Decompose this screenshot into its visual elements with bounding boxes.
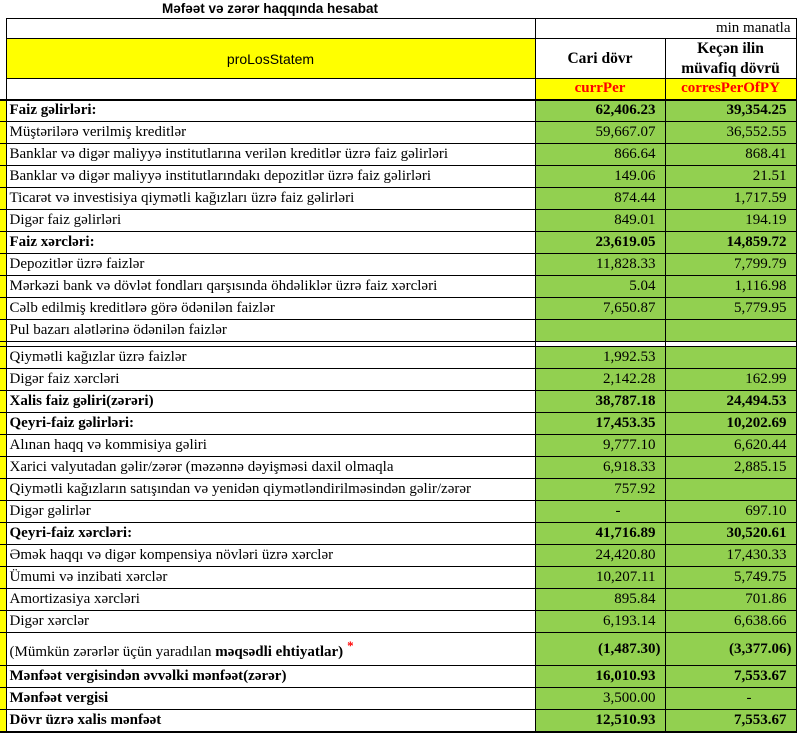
row-label: Qiymətli kağızlar üzrə faizlər — [6, 347, 535, 369]
current-period-value: 757.92 — [535, 479, 665, 501]
current-period-value: 6,193.14 — [535, 611, 665, 633]
row-label: Əmək haqqı və digər kompensiya növləri üzrə xərclər — [6, 545, 535, 567]
previous-period-value: 14,859.72 — [665, 232, 796, 254]
current-period-value: 149.06 — [535, 166, 665, 188]
table-row — [0, 501, 796, 523]
row-label: Xalis faiz gəliri(zərəri) — [6, 391, 535, 413]
current-period-value: 11,828.33 — [535, 254, 665, 276]
column-header-current-period: Cari dövr — [535, 39, 665, 79]
previous-period-value: 7,799.79 — [665, 254, 796, 276]
code-row-empty-cell — [6, 79, 535, 100]
current-period-value: 12,510.93 — [535, 710, 665, 732]
current-period-value: 2,142.28 — [535, 369, 665, 391]
current-period-value: - — [535, 501, 665, 523]
current-period-value: 10,207.11 — [535, 567, 665, 589]
previous-period-value — [665, 320, 796, 342]
previous-period-value: 7,553.67 — [665, 666, 796, 688]
current-period-value: (1,487.30) — [535, 633, 665, 666]
stub-header: proLosStatem — [6, 39, 535, 79]
code-previous-period: corresPerOfPY — [665, 79, 796, 100]
table-row — [0, 391, 796, 413]
current-period-value: 1,992.53 — [535, 347, 665, 369]
table-row — [0, 545, 796, 567]
current-period-value: 849.01 — [535, 210, 665, 232]
current-period-value: 9,777.10 — [535, 435, 665, 457]
footnote-asterisk: * — [347, 637, 354, 653]
row-label: Digər faiz xərcləri — [6, 369, 535, 391]
row-label: Banklar və digər maliyyə institutlarına verilən kreditlər üzrə faiz gəlirləri — [6, 144, 535, 166]
previous-period-value: 194.19 — [665, 210, 796, 232]
current-period-value: 7,650.87 — [535, 298, 665, 320]
table-row — [0, 188, 796, 210]
current-period-value: 6,918.33 — [535, 457, 665, 479]
table-row — [0, 413, 796, 435]
code-current-period: currPer — [535, 79, 665, 100]
report-title: Məfəət və zərər haqqında hesabat — [161, 1, 379, 16]
row-label: Banklar və digər maliyyə institutlarındakı depozitlər üzrə faiz gəlirləri — [6, 166, 535, 188]
table-row — [0, 276, 796, 298]
unit-row-empty-cell — [6, 19, 535, 39]
table-row — [0, 457, 796, 479]
current-period-value: 41,716.89 — [535, 523, 665, 545]
table-row — [0, 144, 796, 166]
row-label: Digər faiz gəlirləri — [6, 210, 535, 232]
row-label: Qeyri-faiz gəlirləri: — [6, 413, 535, 435]
previous-period-value: 30,520.61 — [665, 523, 796, 545]
table-row — [0, 254, 796, 276]
profit-loss-table — [0, 18, 797, 733]
table-row — [0, 611, 796, 633]
previous-period-value: 5,779.95 — [665, 298, 796, 320]
row-label: Mənfəət vergisindən əvvəlki mənfəət(zərər) — [6, 666, 535, 688]
previous-period-value: 21.51 — [665, 166, 796, 188]
row-label: Qeyri-faiz xərcləri: — [6, 523, 535, 545]
table-row — [0, 210, 796, 232]
previous-period-value: 36,552.55 — [665, 122, 796, 144]
previous-period-value: 5,749.75 — [665, 567, 796, 589]
row-label: Digər gəlirlər — [6, 501, 535, 523]
previous-period-value: 697.10 — [665, 501, 796, 523]
table-row — [0, 100, 796, 122]
current-period-value: 866.64 — [535, 144, 665, 166]
current-period-value: 38,787.18 — [535, 391, 665, 413]
table-row — [0, 435, 796, 457]
previous-period-value — [665, 347, 796, 369]
unit-row — [0, 19, 796, 39]
table-row — [0, 589, 796, 611]
table-row — [0, 347, 796, 369]
table-row — [0, 633, 796, 666]
row-label: Müştərilərə verilmiş kreditlər — [6, 122, 535, 144]
row-label: Faiz xərcləri: — [6, 232, 535, 254]
row-label: Faiz gəlirləri: — [6, 100, 535, 122]
current-period-value: 59,667.07 — [535, 122, 665, 144]
table-row — [0, 298, 796, 320]
previous-period-value: 17,430.33 — [665, 545, 796, 567]
table-row — [0, 369, 796, 391]
previous-period-value — [665, 479, 796, 501]
current-period-value: 62,406.23 — [535, 100, 665, 122]
row-label: Pul bazarı alətlərinə ödənilən faizlər — [6, 320, 535, 342]
table-row — [0, 166, 796, 188]
row-label: Mərkəzi bank və dövlət fondları qarşısında öhdəliklər üzrə faiz xərcləri — [6, 276, 535, 298]
previous-period-value: 6,620.44 — [665, 435, 796, 457]
previous-period-value: 10,202.69 — [665, 413, 796, 435]
table-row — [0, 523, 796, 545]
row-label: Ümumi və inzibati xərclər — [6, 567, 535, 589]
table-row — [0, 232, 796, 254]
row-label: Qiymətli kağızların satışından və yenidən qiymətləndirilməsindən gəlir/zərər — [6, 479, 535, 501]
rows-body — [0, 100, 796, 732]
previous-period-value: 162.99 — [665, 369, 796, 391]
table-row — [0, 320, 796, 342]
current-period-value — [535, 320, 665, 342]
code-row — [0, 79, 796, 100]
row-label: Mənfəət vergisi — [6, 688, 535, 710]
current-period-value: 874.44 — [535, 188, 665, 210]
table-row — [0, 122, 796, 144]
row-label: Cəlb edilmiş kreditlərə görə ödənilən faizlər — [6, 298, 535, 320]
row-label-bold-text: məqsədli ehtiyatlar) — [215, 643, 344, 660]
current-period-value: 17,453.35 — [535, 413, 665, 435]
table-row — [0, 710, 796, 732]
previous-period-value: 868.41 — [665, 144, 796, 166]
unit-note: min manatla — [535, 19, 796, 39]
row-label: Alınan haqq və kommisiya gəliri — [6, 435, 535, 457]
current-period-value: 16,010.93 — [535, 666, 665, 688]
header-row — [0, 39, 796, 79]
row-label: Dövr üzrə xalis mənfəət — [6, 710, 535, 732]
row-label — [6, 633, 535, 666]
table-row — [0, 688, 796, 710]
row-label: Amortizasiya xərcləri — [6, 589, 535, 611]
previous-period-value: (3,377.06) — [665, 633, 796, 666]
previous-period-value: 1,116.98 — [665, 276, 796, 298]
row-label: Digər xərclər — [6, 611, 535, 633]
table-row — [0, 567, 796, 589]
previous-period-value: - — [665, 688, 796, 710]
current-period-value: 5.04 — [535, 276, 665, 298]
previous-period-value: 7,553.67 — [665, 710, 796, 732]
previous-period-value: 1,717.59 — [665, 188, 796, 210]
previous-period-value: 39,354.25 — [665, 100, 796, 122]
column-header-previous-period: Keçən ilin müvafiq dövrü — [665, 39, 796, 79]
row-label-text: (Mümkün zərərlər üçün yaradılan — [9, 643, 216, 660]
current-period-value: 3,500.00 — [535, 688, 665, 710]
current-period-value: 895.84 — [535, 589, 665, 611]
previous-period-value: 6,638.66 — [665, 611, 796, 633]
table-row — [0, 666, 796, 688]
row-label: Ticarət və investisiya qiymətli kağızları üzrə faiz gəlirləri — [6, 188, 535, 210]
previous-period-value: 701.86 — [665, 589, 796, 611]
previous-period-value: 2,885.15 — [665, 457, 796, 479]
row-label: Xarici valyutadan gəlir/zərər (məzənnə dəyişməsi daxil olmaqla — [6, 457, 535, 479]
current-period-value: 24,420.80 — [535, 545, 665, 567]
table-row — [0, 479, 796, 501]
row-label: Depozitlər üzrə faizlər — [6, 254, 535, 276]
current-period-value: 23,619.05 — [535, 232, 665, 254]
previous-period-value: 24,494.53 — [665, 391, 796, 413]
